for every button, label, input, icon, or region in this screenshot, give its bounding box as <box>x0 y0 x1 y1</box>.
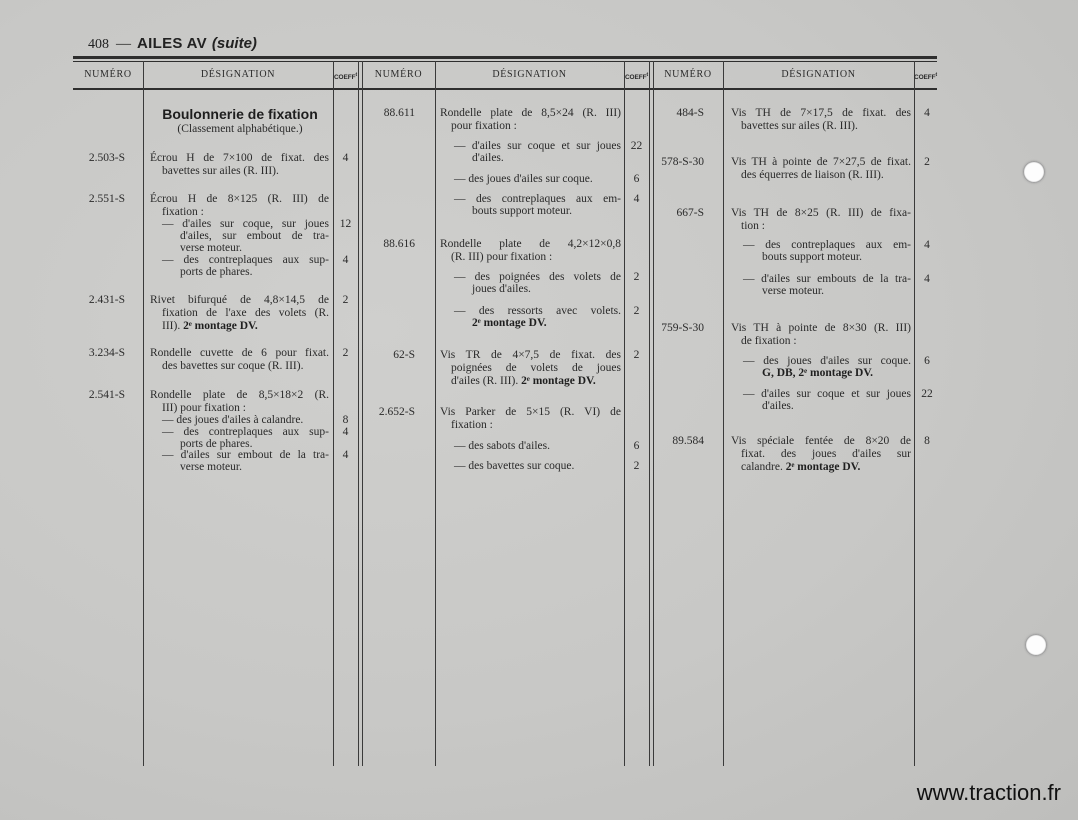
line-text: Vis TH de 7×17,5 de fixat. des <box>731 107 911 119</box>
designation-line <box>150 152 329 164</box>
line-emphasis: 2ᵉ montage DV. <box>785 460 861 473</box>
line-text: — des ressorts avec volets. <box>454 305 621 317</box>
line-text: — des joues d'ailes sur coque. <box>743 355 911 367</box>
part-number: 89.584 <box>672 435 704 447</box>
sub-item-line <box>472 152 621 164</box>
designation-line <box>451 120 621 132</box>
line-text: — des joues d'ailes sur coque. <box>454 173 593 185</box>
coefficient: 6 <box>633 440 640 452</box>
part-number: 667-S <box>676 207 704 219</box>
line-text: — d'ailes sur coque, sur joues <box>162 218 329 230</box>
header-bottom-rule <box>73 88 937 90</box>
line-emphasis: 2ᵉ montage DV. <box>183 319 258 332</box>
header-coeff-label: COEFF <box>914 74 936 81</box>
designation-line <box>731 435 911 447</box>
designation-line <box>150 193 329 205</box>
page-heading <box>88 35 257 54</box>
line-text: — des poignées des volets de <box>454 271 621 283</box>
line-text: — des contreplaques aux em- <box>454 193 621 205</box>
coefficient: 2 <box>633 271 640 283</box>
sub-item-line <box>454 173 621 185</box>
sub-item-line <box>472 205 621 217</box>
line-text: Vis TH de 8×25 (R. III) de fixa- <box>731 207 911 219</box>
coefficient: 2 <box>633 349 640 361</box>
coefficient: 4 <box>924 107 930 119</box>
line-text: — d'ailes sur coque et sur joues <box>454 140 621 152</box>
line-text: verse moteur. <box>762 285 824 297</box>
designation-line <box>731 207 911 219</box>
sub-item-line <box>162 218 329 230</box>
part-number: 62-S <box>393 349 415 361</box>
column-rule <box>723 61 724 766</box>
sub-item-line <box>180 230 329 242</box>
line-text: — des contreplaques aux sup- <box>162 426 329 438</box>
sub-item-line <box>454 440 621 452</box>
designation-line <box>451 375 621 387</box>
line-text: Écrou H de 7×100 de fixat. des <box>150 152 329 164</box>
header-coeff-sup: t <box>935 72 938 78</box>
sub-item-line <box>162 449 329 461</box>
line-emphasis: G, DB, 2ᵉ montage DV. <box>762 367 874 379</box>
coefficient: 12 <box>339 218 352 230</box>
line-text: Vis TH à pointe de 8×30 (R. III) <box>731 322 911 334</box>
designation-line <box>162 165 329 177</box>
coefficient: 8 <box>342 414 349 426</box>
header-numero: NUMÉRO <box>374 69 423 80</box>
line-text: Vis spéciale fentée de 8×20 de <box>731 435 911 447</box>
sub-item-line <box>743 355 911 367</box>
line-text: pour fixation : <box>451 119 517 132</box>
designation-line <box>451 251 621 263</box>
line-text: joues d'ailes. <box>472 283 531 295</box>
sub-item-line <box>454 271 621 283</box>
coefficient: 2 <box>342 347 349 359</box>
header-coeff <box>333 62 358 88</box>
column-rule <box>435 61 436 766</box>
part-number: 2.431-S <box>88 294 125 306</box>
designation-line <box>162 402 329 414</box>
coefficient: 2 <box>342 294 349 306</box>
header-coeff <box>624 62 649 88</box>
line-text: verse moteur. <box>180 242 242 254</box>
coefficient: 22 <box>921 388 933 400</box>
heading-rule <box>73 56 937 59</box>
line-text: — des sabots d'ailes. <box>454 440 550 452</box>
coefficient: 2 <box>633 460 640 472</box>
designation-line <box>741 448 911 460</box>
line-text: (R. III) pour fixation : <box>451 250 553 263</box>
line-text: — des contreplaques aux sup- <box>162 254 329 266</box>
designation-line <box>150 294 329 306</box>
line-text: d'ailes (R. III). <box>451 374 522 387</box>
header-coeff-sup: t <box>646 72 649 78</box>
line-emphasis: 2ᵉ montage DV. <box>521 374 596 387</box>
sub-item-line <box>162 414 329 426</box>
part-number: 759-S-30 <box>661 322 704 334</box>
column-rule <box>143 61 144 766</box>
designation-line <box>162 307 329 319</box>
coefficient: 2 <box>633 305 640 317</box>
designation-line <box>741 335 911 347</box>
sub-item-line <box>762 400 911 412</box>
line-text: des bavettes sur coque (R. III). <box>162 359 304 372</box>
designation-line <box>731 107 911 119</box>
line-text: bouts support moteur. <box>762 251 862 263</box>
coefficient: 4 <box>342 426 349 438</box>
line-text: Vis TH à pointe de 7×27,5 de fixat. <box>731 156 911 168</box>
coefficient: 6 <box>633 173 640 185</box>
sub-item-line <box>162 426 329 438</box>
line-text: fixation : <box>451 418 493 431</box>
line-text: fixation : <box>162 205 204 218</box>
part-number: 578-S-30 <box>661 156 704 168</box>
line-text: — d'ailes sur embouts de la tra- <box>743 273 911 285</box>
designation-line <box>150 389 329 401</box>
coefficient: 4 <box>342 449 349 461</box>
part-number: 3.234-S <box>88 347 125 359</box>
designation-line <box>741 220 911 232</box>
line-text: III) pour fixation : <box>162 401 246 414</box>
line-text: d'ailes, sur embout de tra- <box>180 230 329 242</box>
coefficient: 8 <box>924 435 930 447</box>
line-text: Vis TR de 4×7,5 de fixat. des <box>440 349 621 361</box>
line-text: bavettes sur ailes (R. III). <box>741 119 858 132</box>
line-text: Écrou H de 8×125 (R. III) de <box>150 193 329 205</box>
sub-item-line <box>743 239 911 251</box>
line-text: Rondelle plate de 4,2×12×0,8 <box>440 238 621 250</box>
part-number: 2.551-S <box>88 193 125 205</box>
line-text: bouts support moteur. <box>472 205 572 217</box>
part-number: 2.652-S <box>378 406 415 418</box>
line-text: fixat. des joues d'ailes sur <box>741 447 911 460</box>
line-text: d'ailes. <box>762 400 794 412</box>
line-text: des équerres de liaison (R. III). <box>741 168 884 181</box>
line-text: d'ailes. <box>472 152 504 164</box>
designation-line <box>440 238 621 250</box>
line-text: bavettes sur ailes (R. III). <box>162 164 279 177</box>
part-number: 484-S <box>676 107 704 119</box>
header-numero: NUMÉRO <box>664 69 712 80</box>
designation-line <box>731 322 911 334</box>
part-number: 2.503-S <box>88 152 125 164</box>
header-coeff <box>914 62 937 88</box>
line-text: III). <box>162 319 184 332</box>
punch-hole <box>1023 161 1045 183</box>
line-text: Rondelle plate de 8,5×18×2 (R. <box>150 389 329 401</box>
sub-item-line <box>180 266 329 278</box>
line-text: Rondelle cuvette de 6 pour fixat. <box>150 347 329 359</box>
sub-item-line <box>454 305 621 317</box>
line-text: poignées de volets de joues <box>451 361 621 374</box>
coefficient: 22 <box>630 140 643 152</box>
part-number: 88.616 <box>383 238 415 250</box>
line-text: tion : <box>741 219 765 232</box>
page-number: 408 <box>88 37 109 52</box>
watermark: www.traction.fr <box>916 780 1061 805</box>
designation-line <box>162 320 329 332</box>
line-text: — d'ailes sur coque et sur joues <box>743 388 911 400</box>
header-designation: DÉSIGNATION <box>200 69 276 80</box>
line-text: ports de phares. <box>180 266 253 278</box>
designation-line <box>741 169 911 181</box>
sub-item-line <box>454 140 621 152</box>
designation-line <box>162 206 329 218</box>
designation-line <box>741 461 911 473</box>
sub-item-line <box>454 460 621 472</box>
sub-item-line <box>743 388 911 400</box>
line-text: — d'ailes sur embout de la tra- <box>162 449 329 461</box>
line-text: fixation de l'axe des volets (R. <box>162 306 329 319</box>
header-numero: NUMÉRO <box>84 69 132 80</box>
sub-item-line <box>162 254 329 266</box>
designation-line <box>741 120 911 132</box>
header-coeff-label: COEFF <box>333 74 356 81</box>
coefficient: 4 <box>342 254 349 266</box>
coefficient: 4 <box>924 273 930 285</box>
sub-item-line <box>472 317 621 329</box>
sub-item-line <box>180 242 329 254</box>
section-subtitle: (Classement alphabétique.) <box>177 123 303 135</box>
line-text: calandre. <box>741 460 786 473</box>
designation-line <box>451 419 621 431</box>
line-text: — des contreplaques aux em- <box>743 239 911 251</box>
heading-dash: — <box>116 36 131 52</box>
sub-item-line <box>472 283 621 295</box>
sub-item-line <box>454 193 621 205</box>
line-text: verse moteur. <box>180 461 242 473</box>
header-designation: DÉSIGNATION <box>781 69 856 80</box>
sub-item-line <box>762 367 911 379</box>
line-text: de fixation : <box>741 334 797 347</box>
coefficient: 6 <box>924 355 930 367</box>
sub-item-line <box>180 461 329 473</box>
coefficient: 4 <box>342 152 349 164</box>
column-rule <box>624 61 625 766</box>
designation-line <box>731 156 911 168</box>
header-coeff-label: COEFF <box>624 74 647 81</box>
line-text: Vis Parker de 5×15 (R. VI) de <box>440 406 621 418</box>
part-number: 88.611 <box>383 107 415 119</box>
sub-item-line <box>743 273 911 285</box>
part-number: 2.541-S <box>88 389 125 401</box>
line-text: Rondelle plate de 8,5×24 (R. III) <box>440 107 621 119</box>
sub-item-line <box>762 251 911 263</box>
line-text: ports de phares. <box>180 438 253 450</box>
designation-line <box>440 349 621 361</box>
designation-line <box>440 406 621 418</box>
sub-item-line <box>762 285 911 297</box>
designation-line <box>440 107 621 119</box>
designation-line <box>451 362 621 374</box>
line-text: — des joues d'ailes à calandre. <box>162 414 304 426</box>
line-text: — des bavettes sur coque. <box>454 460 575 472</box>
header-designation: DÉSIGNATION <box>492 69 567 80</box>
header-coeff-sup: t <box>355 72 358 78</box>
designation-line <box>162 360 329 372</box>
punch-hole <box>1025 634 1047 656</box>
designation-line <box>150 347 329 359</box>
coefficient: 4 <box>633 193 640 205</box>
coefficient: 2 <box>924 156 930 168</box>
page-title-suffix: (suite) <box>211 35 257 52</box>
page-title: AILES AV <box>137 35 207 52</box>
line-text: Rivet bifurqué de 4,8×14,5 de <box>150 294 329 306</box>
line-emphasis: 2ᵉ montage DV. <box>472 317 547 329</box>
section-title: Boulonnerie de fixation <box>162 106 318 122</box>
coefficient: 4 <box>924 239 930 251</box>
